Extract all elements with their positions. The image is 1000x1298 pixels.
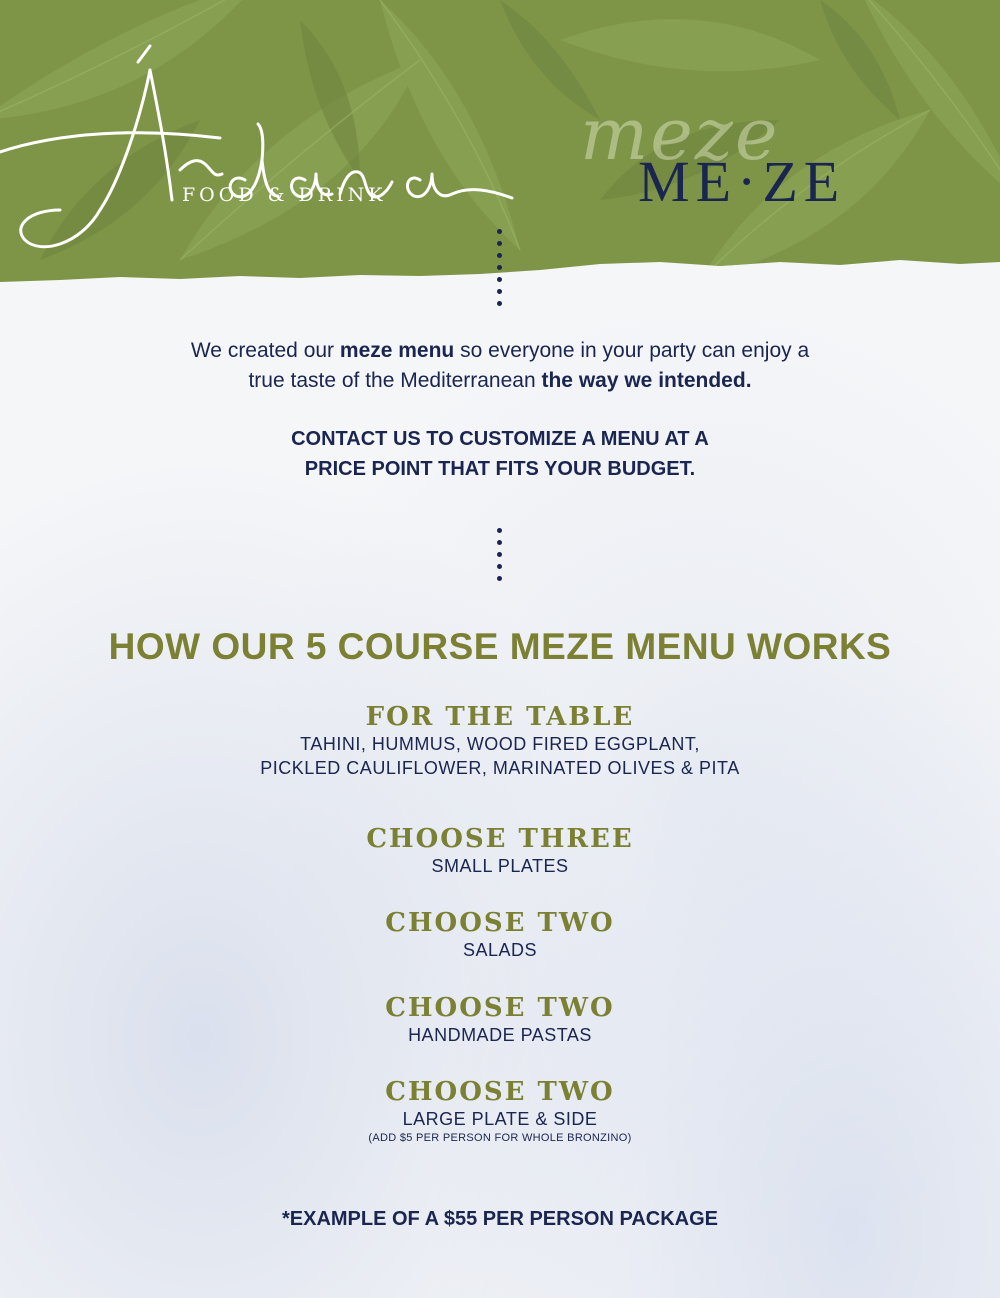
course-choose-two-salads — [0, 908, 1000, 962]
course-choose-three — [0, 824, 1000, 878]
intro-text: We created our — [190, 339, 340, 362]
course-title: CHOOSE TWO — [385, 908, 615, 938]
course-description: LARGE PLATE & SIDE — [402, 1109, 598, 1129]
dotted-divider-top — [497, 229, 503, 313]
course-title: CHOOSE THREE — [366, 824, 634, 854]
contact-line-1: CONTACT US TO CUSTOMIZE A MENU AT A — [291, 428, 709, 450]
meze-title: ME·ZE — [638, 149, 846, 214]
course-description: SALADS — [462, 940, 538, 960]
course-title: CHOOSE TWO — [385, 1077, 615, 1107]
contact-callout — [0, 424, 1000, 484]
intro-paragraph — [0, 336, 1000, 396]
dotted-divider-middle — [497, 528, 503, 588]
package-footnote: *EXAMPLE OF A $55 PER PERSON PACKAGE — [281, 1208, 718, 1230]
course-description: HANDMADE PASTAS — [408, 1025, 592, 1045]
intro-text: true taste of the Mediterranean — [248, 369, 542, 392]
intro-line-2 — [0, 366, 1000, 396]
course-description: TAHINI, HUMMUS, WOOD FIRED EGGPLANT, — [300, 734, 700, 754]
logo-subtitle: FOOD & DRINK — [182, 184, 387, 206]
course-note: (ADD $5 PER PERSON FOR WHOLE BRONZINO) — [368, 1132, 632, 1144]
intro-line-1 — [0, 336, 1000, 366]
course-title: FOR THE TABLE — [365, 702, 635, 732]
contact-line-2: PRICE POINT THAT FITS YOUR BUDGET. — [304, 458, 696, 480]
how-it-works-heading: HOW OUR 5 COURSE MEZE MENU WORKS — [108, 626, 892, 667]
course-for-the-table — [0, 702, 1000, 780]
intro-bold-way-we-intended: the way we intended. — [541, 369, 752, 392]
ardana-logo — [0, 40, 520, 270]
course-description: PICKLED CAULIFLOWER, MARINATED OLIVES & PITA — [260, 758, 740, 778]
meze-script-watermark: meze — [580, 92, 780, 176]
course-title: CHOOSE TWO — [385, 993, 615, 1023]
course-description: SMALL PLATES — [431, 856, 569, 876]
course-choose-two-pastas — [0, 993, 1000, 1047]
intro-bold-meze-menu: meze menu — [339, 339, 455, 362]
intro-text: so everyone in your party can enjoy a — [454, 339, 810, 362]
course-choose-two-large-plate — [0, 1077, 1000, 1145]
